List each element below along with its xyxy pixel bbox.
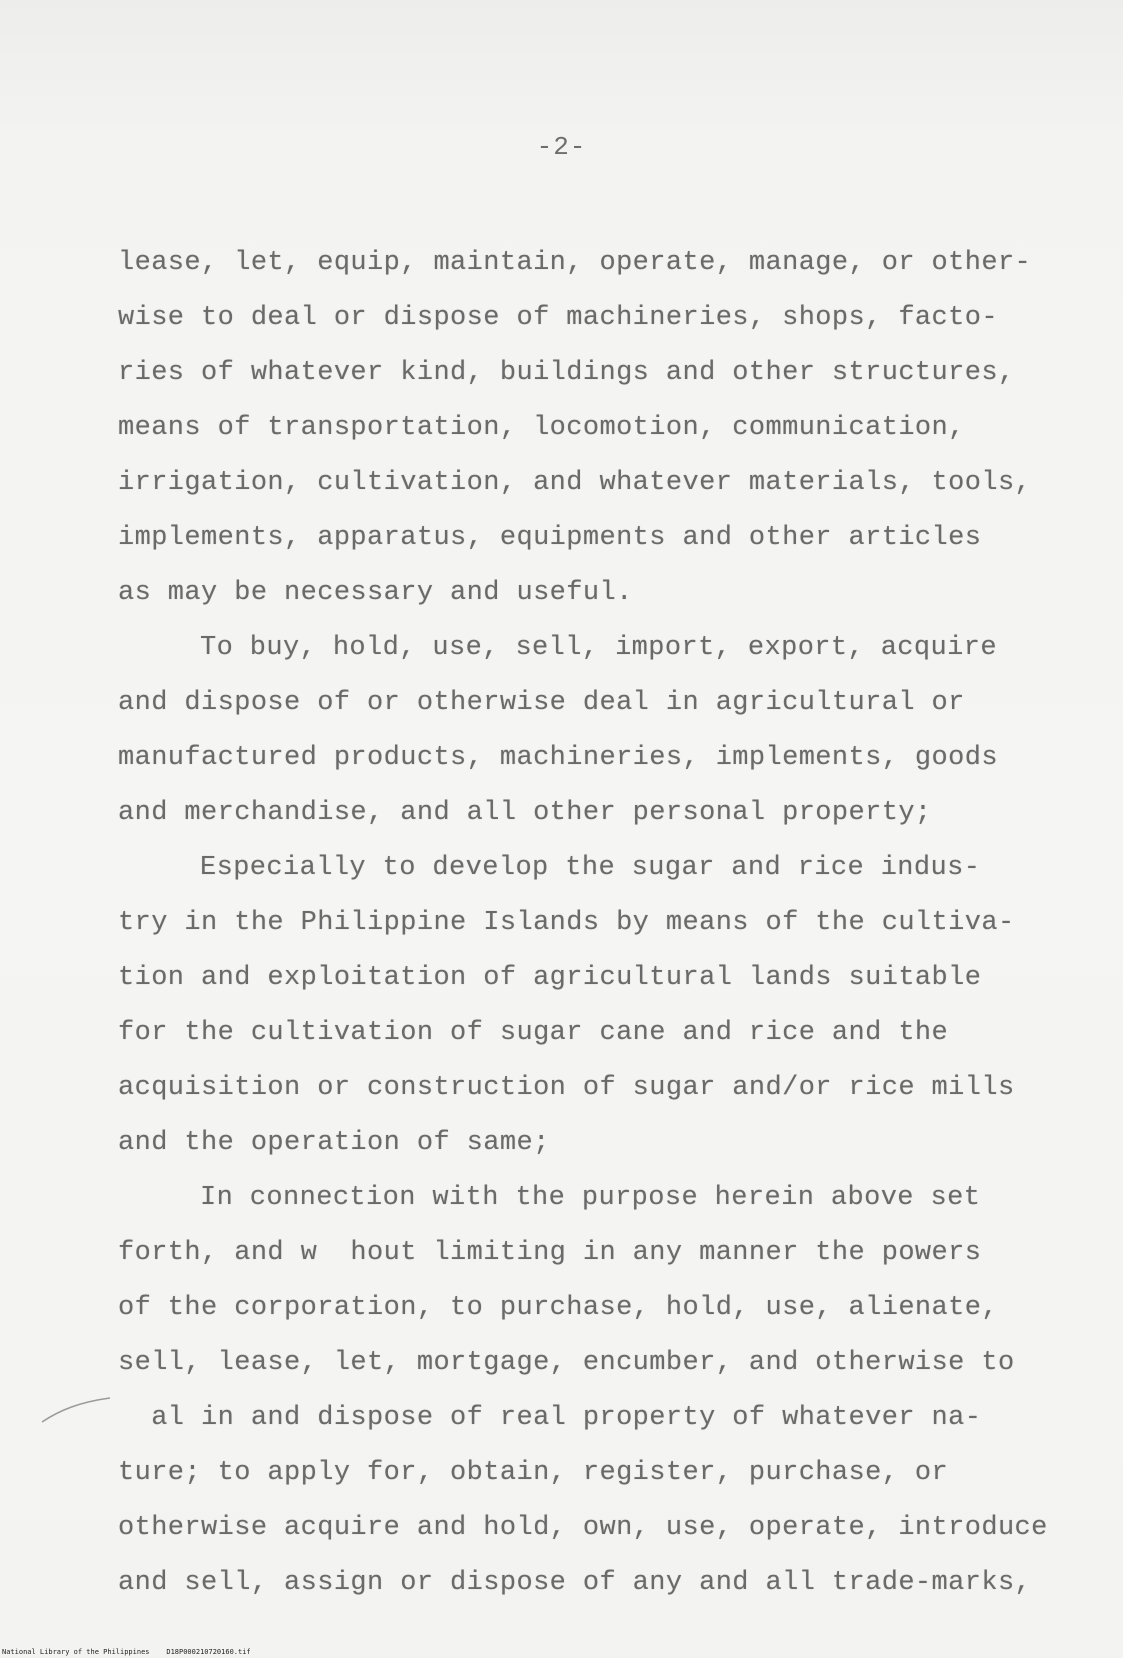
text-line: acquisition or construction of sugar and/or rice mills bbox=[118, 1073, 1015, 1103]
paragraph-4 bbox=[118, 1171, 1048, 1611]
text-line: means of transportation, locomotion, communication, bbox=[118, 413, 965, 443]
pen-stroke-mark bbox=[40, 1392, 112, 1426]
page-number: -2- bbox=[536, 132, 587, 162]
text-line: forth, and w hout limiting in any manner the powers bbox=[118, 1238, 982, 1268]
text-line: ture; to apply for, obtain, register, purchase, or bbox=[118, 1458, 949, 1488]
text-line: ries of whatever kind, buildings and other structures, bbox=[118, 358, 1015, 388]
paragraph-3 bbox=[118, 841, 1038, 1171]
text-line: for the cultivation of sugar cane and rice and the bbox=[118, 1018, 949, 1048]
text-line: In connection with the purpose herein above set bbox=[200, 1183, 981, 1213]
paragraph-1 bbox=[118, 236, 1038, 621]
text-line: try in the Philippine Islands by means of the cultiva- bbox=[118, 908, 1015, 938]
text-line: of the corporation, to purchase, hold, use, alienate, bbox=[118, 1293, 998, 1323]
text-line: and merchandise, and all other personal property; bbox=[118, 798, 932, 828]
archive-footer: National Library of the Philippines D18P000210720160.tif bbox=[2, 1648, 251, 1656]
text-line: To buy, hold, use, sell, import, export, acquire bbox=[200, 633, 997, 663]
text-line: lease, let, equip, maintain, operate, manage, or other- bbox=[118, 248, 1032, 278]
text-line: otherwise acquire and hold, own, use, operate, introduce bbox=[118, 1513, 1048, 1543]
text-line: implements, apparatus, equipments and other articles bbox=[118, 523, 982, 553]
text-line: as may be necessary and useful. bbox=[118, 578, 633, 608]
text-line: al in and dispose of real property of whatever na- bbox=[118, 1403, 982, 1433]
text-line: tion and exploitation of agricultural lands suitable bbox=[118, 963, 982, 993]
text-line: sell, lease, let, mortgage, encumber, and otherwise to bbox=[118, 1348, 1015, 1378]
text-line: Especially to develop the sugar and rice indus- bbox=[200, 853, 981, 883]
paragraph-2 bbox=[118, 621, 1038, 841]
text-line: and the operation of same; bbox=[118, 1128, 550, 1158]
document-body bbox=[118, 236, 1048, 1611]
text-line: manufactured products, machineries, implements, goods bbox=[118, 743, 998, 773]
text-line: and sell, assign or dispose of any and all trade-marks, bbox=[118, 1568, 1032, 1598]
text-line: wise to deal or dispose of machineries, shops, facto- bbox=[118, 303, 998, 333]
text-line: irrigation, cultivation, and whatever materials, tools, bbox=[118, 468, 1032, 498]
text-line: and dispose of or otherwise deal in agricultural or bbox=[118, 688, 965, 718]
